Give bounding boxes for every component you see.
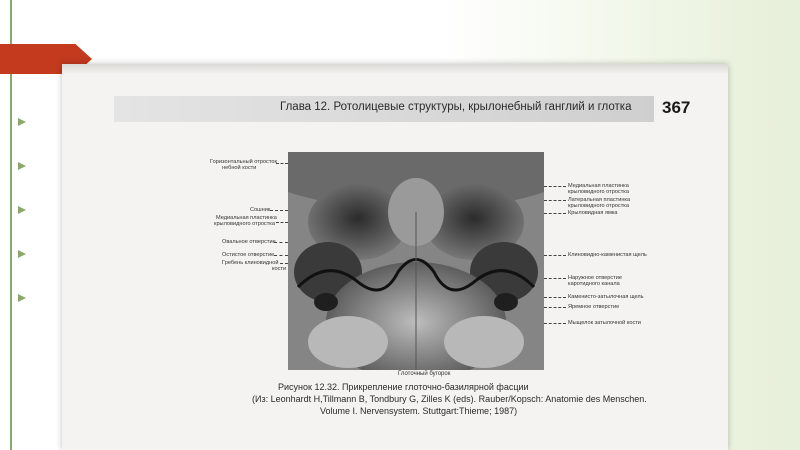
bullet-arrow-icon: [18, 118, 26, 126]
label-left: Сошник: [250, 207, 271, 213]
label-left: Гребень клиновидной: [222, 260, 279, 266]
bullet-arrow-icon: [18, 250, 26, 258]
skull-base-illustration: [288, 152, 544, 370]
label-right: Наружное отверстие: [568, 275, 622, 281]
label-left: кости: [272, 266, 287, 272]
bullet-arrow-icon: [18, 206, 26, 214]
leader-line: [280, 263, 288, 264]
leader-line: [274, 242, 288, 243]
leader-line: [276, 222, 288, 223]
label-right: Мыщелок затылочной кости: [568, 320, 641, 326]
page-number: 367: [662, 98, 691, 117]
leader-line: [544, 186, 566, 187]
label-right: Каменисто-затылочная щель: [568, 294, 644, 300]
leader-line: [270, 210, 288, 211]
label-right: Крыловидная ямка: [568, 210, 618, 216]
label-left: Медиальная пластинка: [216, 215, 277, 221]
leader-line: [544, 278, 566, 279]
label-left: небной кости: [222, 165, 257, 171]
leader-line: [544, 255, 566, 256]
leader-line: [544, 297, 566, 298]
page-edge-shadow: [62, 64, 728, 74]
label-right: крыловидного отростка: [568, 189, 629, 195]
bullet-arrow-icon: [18, 294, 26, 302]
figure-caption-title: Рисунок 12.32. Прикрепление глоточно-базилярной фасции: [278, 382, 529, 392]
label-bottom: Глоточный бугорок: [398, 371, 451, 377]
figure-caption-source-cont: Volume I. Nervensystem. Stuttgart:Thieme; 1987): [320, 406, 518, 416]
anatomy-figure: [288, 152, 544, 370]
leader-line: [276, 163, 288, 164]
book-page-scan: [62, 64, 728, 450]
label-right: Яремное отверстие: [568, 304, 620, 310]
label-left: крыловидного отростка: [214, 221, 275, 227]
label-right: крыловидного отростка: [568, 203, 629, 209]
bullet-arrow-icon: [18, 162, 26, 170]
label-left: Остистое отверстие: [222, 252, 275, 258]
chapter-title: Глава 12. Ротолицевые структуры, крылонебный ганглий и глотка: [280, 101, 632, 113]
leader-line: [544, 323, 566, 324]
leader-line: [544, 307, 566, 308]
label-left: Горизонтальный отросток: [210, 159, 277, 165]
label-right: Клиновидно-каменистая щель: [568, 252, 647, 258]
label-left: Овальное отверстие: [222, 239, 276, 245]
leader-line: [274, 255, 288, 256]
label-right: каротидного канала: [568, 281, 620, 287]
label-right: Медиальная пластинка: [568, 183, 629, 189]
leader-line: [544, 200, 566, 201]
label-right: Латеральная пластинка: [568, 197, 631, 203]
leader-line: [544, 213, 566, 214]
figure-caption-source: (Из: Leonhardt H,Tillmann B, Tondbury G, Zilles K (eds). Rauber/Kopsch: Anatomie des Menschen.: [252, 394, 647, 404]
